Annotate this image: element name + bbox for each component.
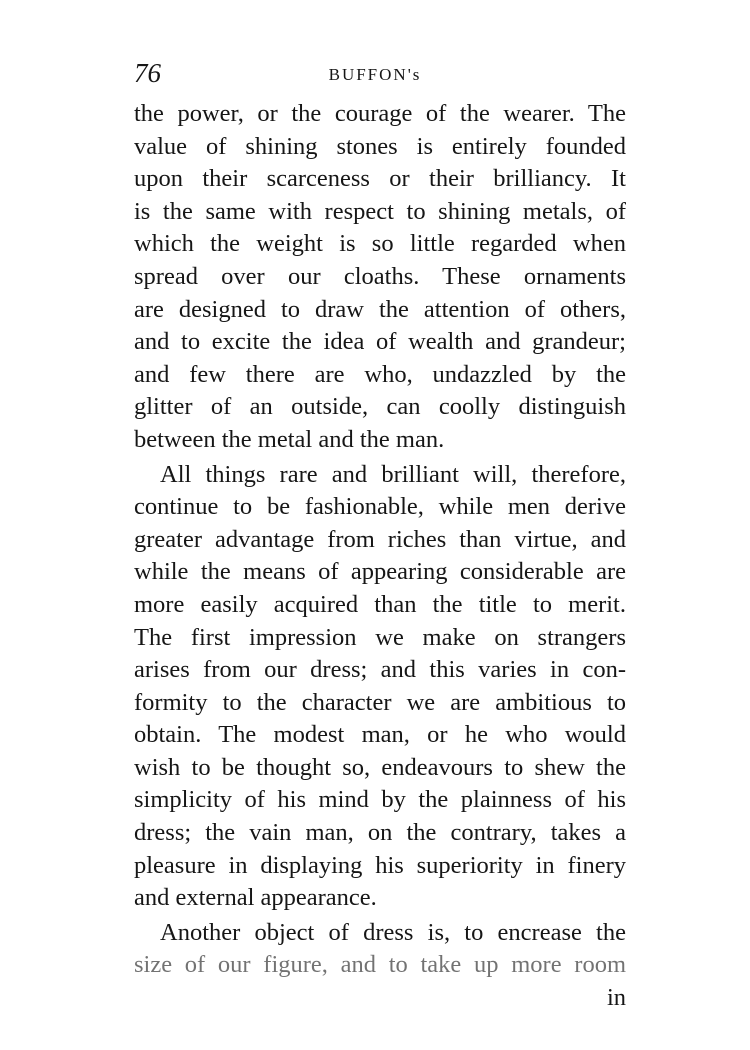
text-line: simplicity of his mind by the plainness of his xyxy=(134,786,626,814)
text-line: more easily acquired than the title to merit. xyxy=(134,590,626,618)
text-line: and external appearance. xyxy=(134,884,377,912)
text-line: while the means of appearing considerable are xyxy=(134,558,626,586)
text-line: the power, or the courage of the wearer. The xyxy=(134,100,626,127)
running-head: BUFFON's xyxy=(328,65,422,84)
text-line: dress; the vain man, on the contrary, takes a xyxy=(134,819,626,847)
text-line: All things rare and brilliant will, therefore, xyxy=(160,460,626,488)
text-line: greater advantage from riches than virtue, and xyxy=(134,525,626,553)
text-line: size of our figure, and to take up more room xyxy=(134,951,626,979)
text-line: value of shining stones is entirely founded xyxy=(134,132,626,160)
text-line: Another object of dress is, to encrease the xyxy=(160,918,626,946)
page-number: 76 xyxy=(134,58,161,88)
text-line: is the same with respect to shining metals, of xyxy=(134,197,626,225)
text-line: formity to the character we are ambitious to xyxy=(134,688,626,716)
text-line: pleasure in displaying his superiority in finery xyxy=(134,851,626,879)
text-line: and to excite the idea of wealth and grandeur; xyxy=(134,328,626,356)
text-line: and few there are who, undazzled by the xyxy=(134,360,626,388)
text-line: obtain. The modest man, or he who would xyxy=(134,721,626,749)
text-line: spread over our cloaths. These ornaments xyxy=(134,262,626,290)
page-header xyxy=(0,56,750,90)
text-line: The first impression we make on strangers xyxy=(134,623,626,651)
text-line: between the metal and the man. xyxy=(134,425,445,453)
text-line: continue to be fashionable, while men derive xyxy=(134,493,626,521)
catchword: in xyxy=(606,984,626,1012)
body-text xyxy=(134,98,626,1015)
text-line: are designed to draw the attention of others, xyxy=(134,295,626,323)
text-line: upon their scarceness or their brilliancy. It xyxy=(134,165,626,193)
text-line: arises from our dress; and this varies in con- xyxy=(134,656,626,684)
text-line: which the weight is so little regarded when xyxy=(134,230,626,258)
text-line: wish to be thought so, endeavours to shew the xyxy=(134,753,626,781)
text-line: glitter of an outside, can coolly distinguish xyxy=(134,393,626,421)
